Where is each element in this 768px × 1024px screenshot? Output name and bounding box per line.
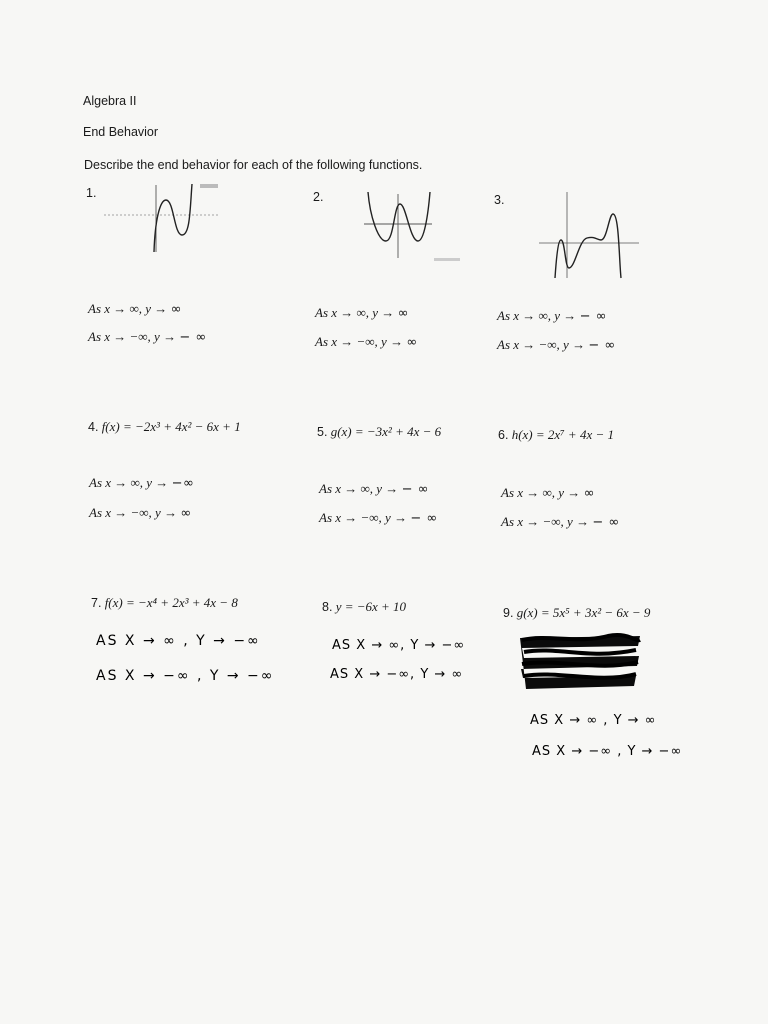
problem-6-line1: As x → ∞, y → ∞	[501, 485, 595, 501]
problem-3-answer2: − ∞	[588, 338, 616, 353]
problem-5-answer2: − ∞	[410, 511, 438, 526]
topic-title: End Behavior	[83, 125, 159, 139]
problem-1-graph	[100, 180, 225, 258]
problem-4-answer2: ∞	[180, 506, 192, 521]
problem-5-line2: As x → −∞, y → − ∞	[319, 510, 438, 526]
problem-8-line1: AS X → ∞, Y → −∞	[332, 638, 466, 653]
problem-3-line1: As x → ∞, y → − ∞	[497, 308, 607, 324]
problem-4-line1: As x → ∞, y → −∞	[89, 475, 195, 491]
problem-9-line1: AS X → ∞ , Y → ∞	[530, 713, 657, 728]
problem-5-line1: As x → ∞, y → − ∞	[319, 481, 429, 497]
problem-6-answer1: ∞	[583, 486, 595, 501]
scribbled-out-answer	[518, 632, 643, 692]
problem-3-number: 3.	[494, 193, 505, 207]
problem-2-answer2: ∞	[406, 335, 418, 350]
problem-2-answer1: ∞	[397, 306, 409, 321]
course-title: Algebra II	[83, 94, 137, 108]
problem-1-number: 1.	[86, 186, 97, 200]
problem-6-prompt: 6. h(x) = 2x⁷ + 4x − 1	[498, 427, 614, 442]
problem-9-line2: AS X → −∞ , Y → −∞	[532, 744, 683, 759]
problem-5-prompt: 5. g(x) = −3x² + 4x − 6	[317, 424, 442, 439]
problem-1-line2: As x → −∞, y → − ∞	[88, 329, 207, 345]
problem-1-line1: As x → ∞, y → ∞	[88, 301, 182, 317]
problem-3-graph	[535, 188, 643, 280]
problem-8-line2: AS X → −∞, Y → ∞	[330, 667, 464, 682]
instructions: Describe the end behavior for each of the following functions.	[84, 158, 423, 172]
problem-3-answer1: − ∞	[579, 309, 607, 324]
problem-9-prompt: 9. g(x) = 5x⁵ + 3x² − 6x − 9	[503, 605, 651, 620]
problem-7-line2: AS X → −∞ , Y → −∞	[96, 668, 275, 684]
problem-7-prompt: 7. f(x) = −x⁴ + 2x³ + 4x − 8	[91, 595, 238, 610]
problem-2-graph	[360, 186, 465, 266]
problem-4-answer1: −∞	[171, 476, 195, 491]
problem-3-line2: As x → −∞, y → − ∞	[497, 337, 616, 353]
problem-8-prompt: 8. y = −6x + 10	[322, 599, 407, 614]
problem-6-line2: As x → −∞, y → − ∞	[501, 514, 620, 530]
problem-1-answer2: − ∞	[179, 330, 207, 345]
problem-7-line1: AS X → ∞ , Y → −∞	[96, 633, 261, 649]
problem-4-line2: As x → −∞, y → ∞	[89, 505, 192, 521]
problem-1-answer1: ∞	[170, 302, 182, 317]
problem-2-line1: As x → ∞, y → ∞	[315, 305, 409, 321]
problem-2-line2: As x → −∞, y → ∞	[315, 334, 418, 350]
problem-5-answer1: − ∞	[401, 482, 429, 497]
problem-6-answer2: − ∞	[592, 515, 620, 530]
problem-4-prompt: 4. f(x) = −2x³ + 4x² − 6x + 1	[88, 419, 241, 434]
problem-2-number: 2.	[313, 190, 324, 204]
